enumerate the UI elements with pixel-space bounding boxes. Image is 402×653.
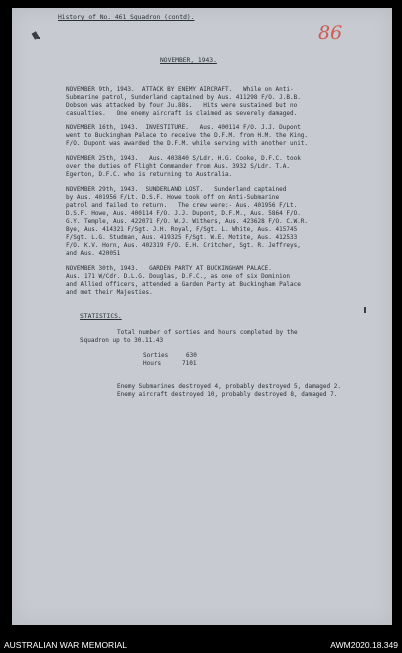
enemy-aircraft-line: Enemy aircraft destroyed 10, probably destroyed 8, damaged 7. bbox=[117, 391, 338, 398]
entry-line: F/Sgt. L.G. Studman, Aus. 419325 F/Sgt. W.E. Motite, Aus. 412533 bbox=[66, 234, 298, 241]
entry-line: NOVEMBER 29th, 1943. SUNDERLAND LOST. Sunderland captained bbox=[66, 186, 287, 193]
entry-line: went to Buckingham Palace to receive the D.F.M. from H.M. the King. bbox=[66, 132, 309, 139]
entry-line: and Allied officers, attended a Garden Party at Buckingham Palace bbox=[66, 281, 301, 288]
entry-line: by Aus. 401956 F/Lt. D.S.F. Howe took off on Anti-Submarine bbox=[66, 194, 280, 201]
hole-punch-mark bbox=[20, 24, 30, 34]
entry-line: F/O. K.V. Horn, Aus. 402319 F/O. E.H. Critcher, Sgt. R. Jeffreys, bbox=[66, 242, 301, 249]
footer-accession-number: AWM2020.18.349 bbox=[330, 640, 398, 650]
entry-line: Bye, Aus. 414321 F/Sgt. J.H. Royal, F/Sgt. L. White, Aus. 415745 bbox=[66, 226, 298, 233]
entry-line: F/O. Dupont was awarded the D.F.M. while serving with another unit. bbox=[66, 140, 309, 147]
entry-line: G.Y. Temple, Aus. 422071 F/O. W.J. Withers, Aus. 423628 F/O. C.W.R. bbox=[66, 218, 309, 225]
statistics-intro: Total number of sorties and hours completed by the bbox=[117, 329, 298, 336]
handwritten-page-number: 86 bbox=[318, 22, 343, 44]
entry-line: and Aus. 420051 bbox=[66, 250, 121, 257]
entry-line: NOVEMBER 9th, 1943. ATTACK BY ENEMY AIRCRAFT. While on Anti- bbox=[66, 86, 294, 93]
statistics-heading: STATISTICS. bbox=[80, 313, 122, 320]
entry-line: patrol and failed to return. The crew were:- Aus. 401956 F/Lt. bbox=[66, 202, 298, 209]
entry-line: Submarine patrol, Sunderland captained by Aus. 411298 F/O. J.B.B. bbox=[66, 94, 301, 101]
entry-line: casualties. One enemy aircraft is claimed as severely damaged. bbox=[66, 110, 298, 117]
page-header: History of No. 461 Squadron (contd). bbox=[58, 14, 195, 21]
statistics-intro: Squadron up to 30.11.43 bbox=[80, 337, 164, 344]
hours-value: 7101 bbox=[182, 360, 197, 367]
sorties-label: Sorties bbox=[143, 352, 169, 359]
footer-bar bbox=[0, 637, 402, 653]
entry-line: over the duties of Flight Commander from Aus. 3932 S/Ldr. T.A. bbox=[66, 163, 290, 170]
sorties-value: 630 bbox=[186, 352, 197, 359]
margin-mark bbox=[364, 307, 366, 313]
entry-line: Aus. 171 W/Cdr. D.L.G. Douglas, D.F.C., as one of six Dominion bbox=[66, 273, 290, 280]
hours-label: Hours bbox=[143, 360, 162, 367]
enemy-submarines-line: Enemy Submarines destroyed 4, probably destroyed 5, damaged 2. bbox=[117, 383, 341, 390]
entry-line: and met their Majesties. bbox=[66, 289, 153, 296]
entry-line: Dobson was attacked by four Ju.88s. Hits were sustained but no bbox=[66, 102, 298, 109]
entry-line: Egerton, D.F.C. who is returning to Australia. bbox=[66, 171, 233, 178]
footer-source: AUSTRALIAN WAR MEMORIAL bbox=[4, 640, 127, 650]
entry-line: NOVEMBER 30th, 1943. GARDEN PARTY AT BUCKINGHAM PALACE. bbox=[66, 265, 272, 272]
entry-line: D.S.F. Howe, Aus. 400114 F/O. J.J. Dupont, D.F.M., Aus. 5864 F/O. bbox=[66, 210, 301, 217]
entry-line: NOVEMBER 25th, 1943. Aus. 403840 S/Ldr. H.G. Cooke, D.F.C. took bbox=[66, 155, 301, 162]
month-heading: NOVEMBER, 1943. bbox=[160, 57, 217, 64]
entry-line: NOVEMBER 16th, 1943. INVESTITURE. Aus. 400114 F/O. J.J. Dupont bbox=[66, 124, 301, 131]
